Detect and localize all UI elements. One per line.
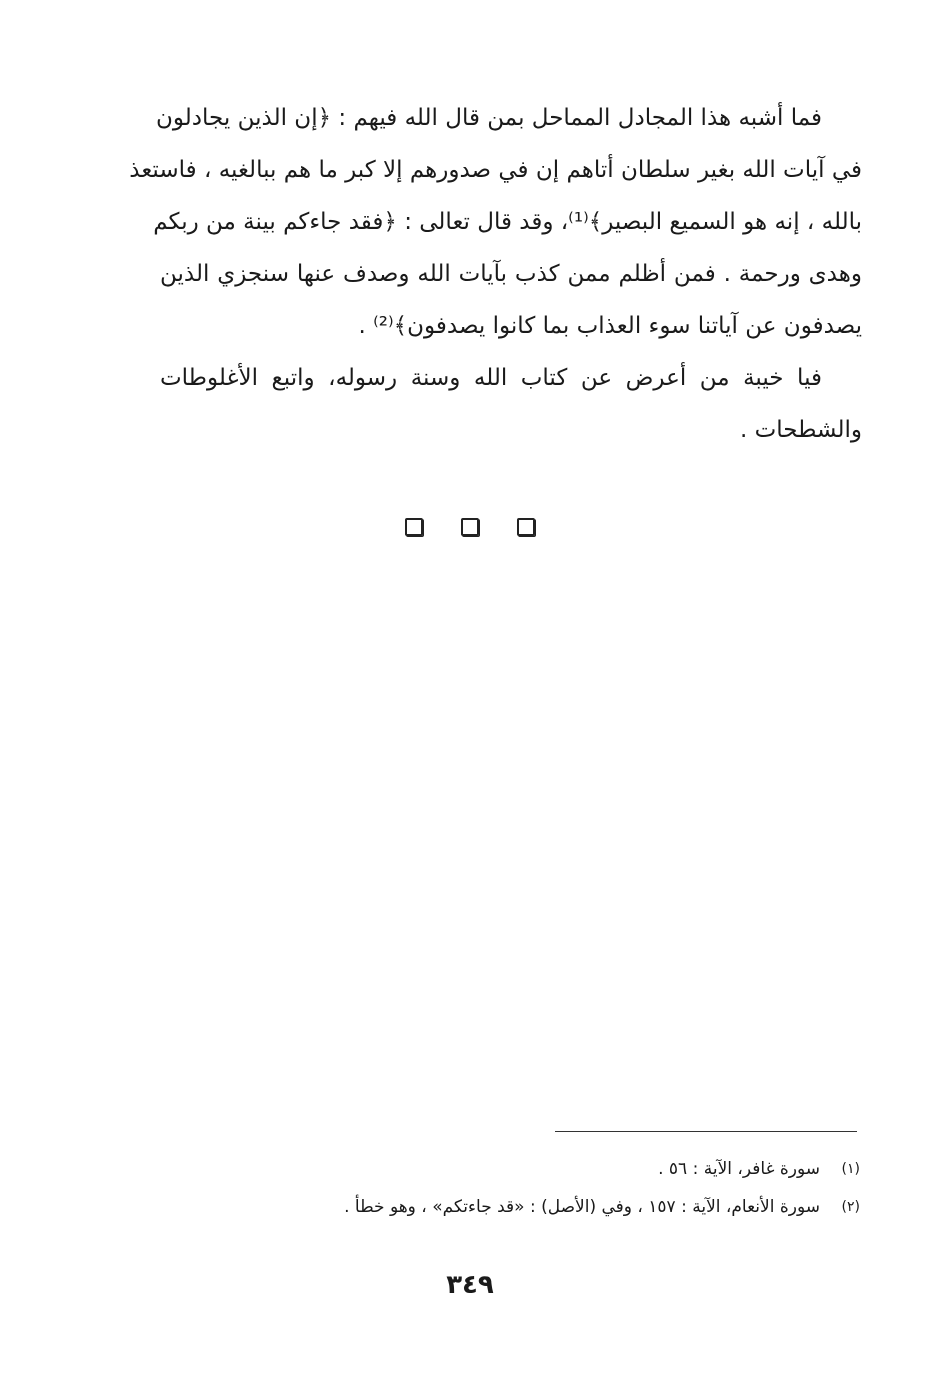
- footnote-text: سورة غافر، الآية : ٥٦ .: [658, 1159, 820, 1179]
- paragraph-1: [129, 92, 862, 352]
- text-line: والشطحات .: [739, 417, 862, 443]
- footnote-text: سورة الأنعام، الآية : ١٥٧ ، وفي (الأصل) : «قد جاءتكم» ، وهو خطأ .: [344, 1197, 820, 1217]
- square-ornament-icon: [517, 518, 535, 536]
- footnotes: [230, 1150, 860, 1226]
- footnote-number: (٢): [841, 1199, 860, 1215]
- page-number: ٣٤٩: [446, 1270, 494, 1300]
- square-ornament-icon: [405, 518, 423, 536]
- text-line: وهدى ورحمة . فمن أظلم ممن كذب بآيات الله وصدف عنها سنجزي الذين: [160, 261, 862, 287]
- footnote-number: (١): [841, 1161, 860, 1177]
- text-line: يصدفون عن آياتنا سوء العذاب بما كانوا يصدفون﴾⁽²⁾ .: [358, 313, 862, 339]
- footnote-divider: [555, 1131, 857, 1132]
- square-ornament-icon: [461, 518, 479, 536]
- footnote-1: [230, 1150, 860, 1188]
- text-line: فما أشبه هذا المجادل المماحل بمن قال الله فيهم : ﴿إن الذين يجادلون: [156, 105, 822, 131]
- main-text: [129, 92, 862, 456]
- paragraph-2: [160, 352, 862, 456]
- footnote-2: [230, 1188, 860, 1226]
- text-line: في آيات الله بغير سلطان أتاهم إن في صدورهم إلا كبر ما هم ببالغيه ، فاستعذ: [129, 157, 862, 183]
- section-separator: [0, 518, 940, 536]
- text-line: بالله ، إنه هو السميع البصير﴾⁽¹⁾، وقد قال تعالى : ﴿فقد جاءكم بينة من ربكم: [153, 209, 862, 235]
- text-line: فيا خيبة من أعرض عن كتاب الله وسنة رسوله، واتبع الأغلوطات: [160, 365, 822, 391]
